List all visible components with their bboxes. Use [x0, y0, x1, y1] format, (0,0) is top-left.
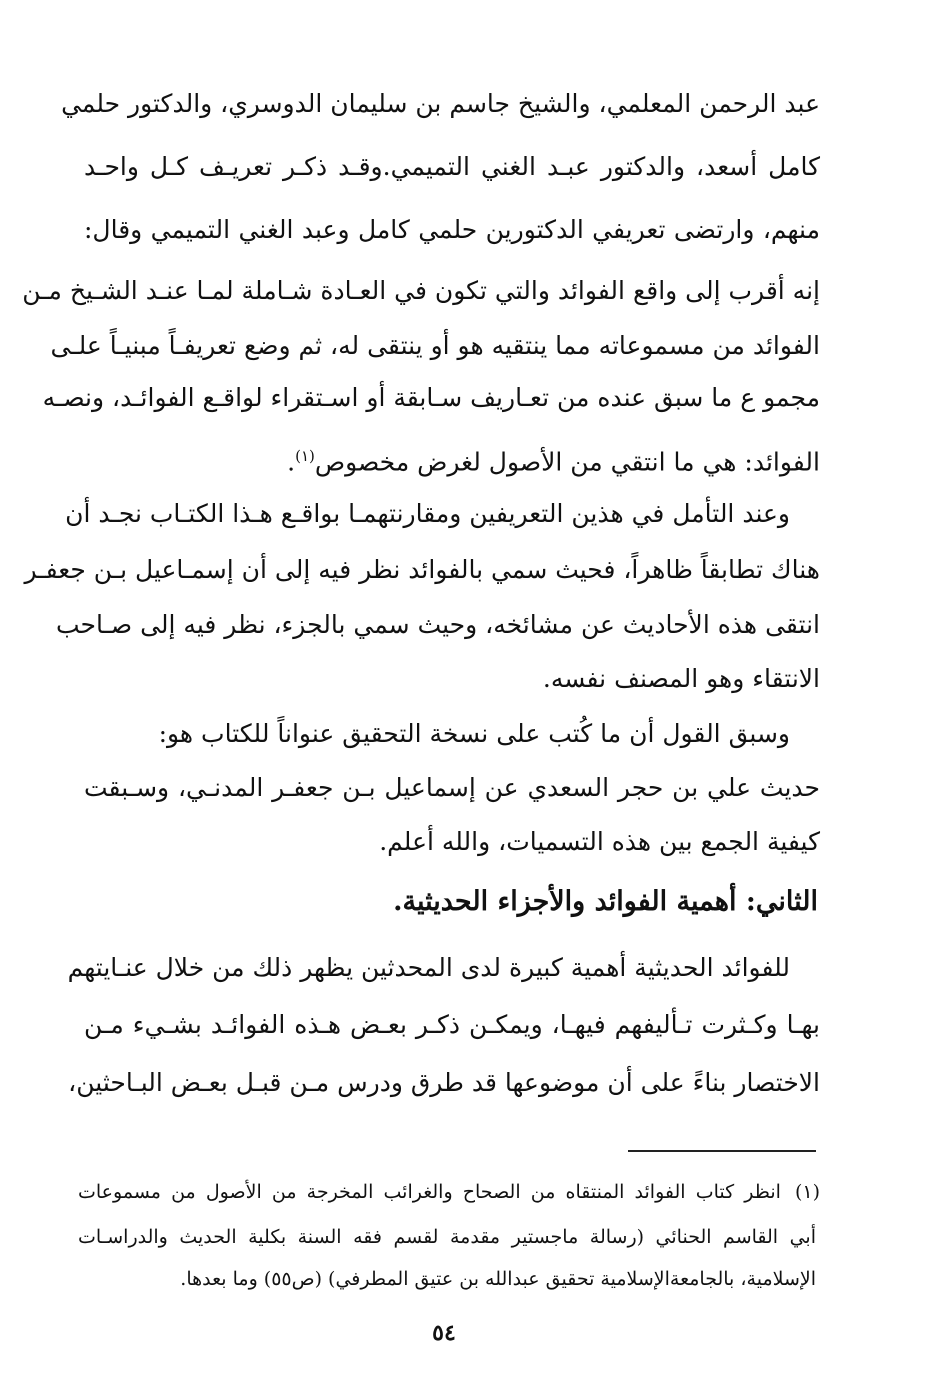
body-line: الاختصار بناءً على أن موضوعها قد طرق ودرس مـن قبـل بعـض البـاحثين،: [68, 1068, 820, 1097]
body-line-text: الفوائد: هي ما انتقي من الأصول لغرض مخصوص: [314, 447, 820, 477]
body-line: بهـا وكـثرت تـأليفهم فيهـا، ويمكـن ذكـر بعـض هـذه الفوائـد بشـيء مـن: [84, 1010, 820, 1039]
footnote-line: [78, 1176, 820, 1208]
body-line: كيفية الجمع بين هذه التسميات، والله أعلم.: [379, 827, 820, 856]
footnote-separator: [628, 1150, 816, 1152]
body-line: عبد الرحمن المعلمي، والشيخ جاسم بن سليمان الدوسري، والدكتور حلمي: [61, 89, 820, 118]
footnote-reference[interactable]: (١): [295, 447, 315, 465]
body-line-with-footnote-ref: [84, 436, 820, 476]
body-line: حديث علي بن حجر السعدي عن إسماعيل بـن جعفـر المدنـي، وسـبقت: [84, 773, 820, 802]
body-line: وسبق القول أن ما كُتب على نسخة التحقيق عنواناً للكتاب هو:: [158, 719, 790, 748]
footnote-text: انظر كتاب الفوائد المنتقاه من الصحاح والغرائب المخرجة من الأصول من مسموعات: [78, 1181, 781, 1203]
body-line: إنه أقرب إلى واقع الفوائد والتي تكون في العـادة شـاملة لمـا عنـد الشـيخ مـن: [22, 276, 820, 305]
page-number: ٥٤: [432, 1320, 456, 1346]
body-line: للفوائد الحديثية أهمية كبيرة لدى المحدثين يظهر ذلك من خلال عنـايتهم: [67, 953, 790, 982]
body-line: الفوائد من مسموعاته مما ينتقيه هو أو ينتقى له، ثم وضع تعريفـاً مبنيـاً علـى: [50, 331, 820, 360]
body-line: انتقى هذه الأحاديث عن مشائخه، وحيث سمي بالجزء، نظر فيه إلى صـاحب: [55, 610, 820, 639]
body-line: وعند التأمل في هذين التعريفين ومقارنتهمـا بواقـع هـذا الكتـاب نجـد أن: [65, 499, 790, 528]
body-line: هناك تطابقاً ظاهراً، فحيث سمي بالفوائد نظر فيه إلى أن إسمـاعيل بـن جعفـر: [24, 555, 820, 584]
body-line: منهم، وارتضى تعريفي الدكتورين حلمي كامل وعبد الغني التميمي وقال:: [84, 215, 820, 244]
body-line: الانتقاء وهو المصنف نفسه.: [542, 664, 820, 693]
body-line: كامل أسعد، والدكتور عبـد الغني التميمي.وقـد ذكـر تعريـف كـل واحـد: [84, 152, 820, 181]
sentence-end: .: [287, 447, 296, 477]
footnote-line: أبي القاسم الحنائي (رسالة ماجستير مقدمة لقسم فقه السنة بكلية الحديث والدراسـات: [78, 1226, 816, 1248]
body-line: مجمو ع ما سبق عنده من تعـاريف سـابقة أو اسـتقراء لواقـع الفوائـد، ونصـه: [42, 383, 820, 412]
footnote-line: الإسلامية، بالجامعةالإسلامية تحقيق عبدالله بن عتيق المطرفي) (ص٥٥) وما بعدها.: [180, 1268, 816, 1290]
section-heading: الثاني: أهمية الفوائد والأجزاء الحديثية.: [393, 886, 818, 917]
footnote-marker: (١): [794, 1181, 820, 1203]
